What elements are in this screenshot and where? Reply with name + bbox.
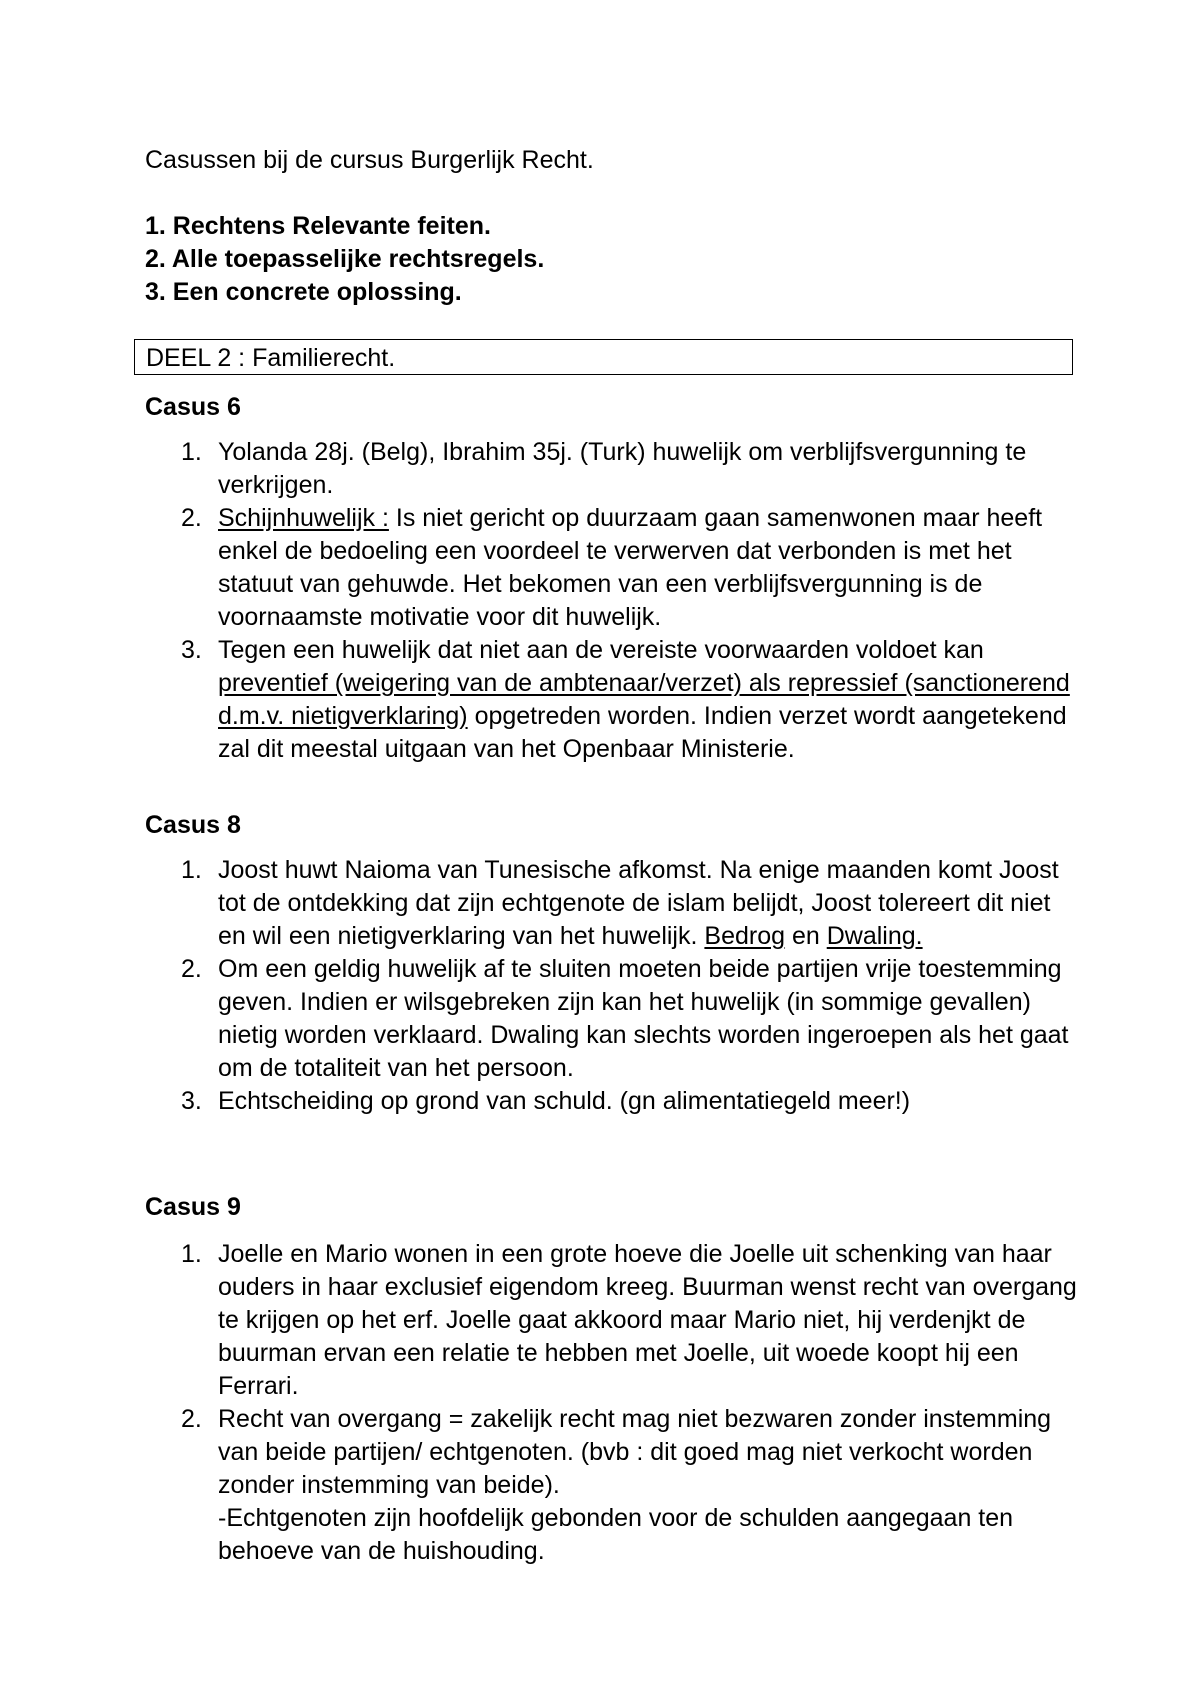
item-text: Joost huwt Naioma van Tunesische afkomst. Na enige maanden komt Joost tot de ontdekking dat zijn echtgenote de islam belijdt, Joost tolereert dit niet en wil een nietigverklaring van het huwelijk. (218, 856, 1059, 950)
item-number: 2. (181, 1405, 202, 1433)
underlined-text: preventief (weigering van de ambtenaar/verzet) als repressief (sanctionerend d.m.v. nietigverklaring) (218, 669, 1070, 730)
item-text: Joelle en Mario wonen in een grote hoeve die Joelle uit schenking van haar ouders in haar exclusief eigendom kreeg. Buurman wenst recht van overgang te krijgen op het erf. Joelle gaat akkoord maar Mario niet, hij verdenjkt de buurman ervan een relatie te hebben met Joelle, uit woede koopt hij een Ferrari. (218, 1240, 1077, 1400)
list-item (0, 1085, 1078, 1118)
casus-8-title: Casus 8 (145, 811, 241, 839)
item-text: Tegen een huwelijk dat niet aan de vereiste voorwaarden voldoet kan (218, 636, 984, 664)
underlined-term: Schijnhuwelijk : (218, 504, 389, 532)
list-item (0, 953, 1078, 1085)
underlined-term: Dwaling. (826, 922, 923, 950)
item-continuation: -Echtgenoten zijn hoofdelijk gebonden voor de schulden aangegaan ten behoeve van de huishouding. (218, 1504, 1014, 1565)
item-text: Yolanda 28j. (Belg), Ibrahim 35j. (Turk) huwelijk om verblijfsvergunning te verkrijgen. (218, 438, 1027, 499)
list-item (0, 436, 1078, 502)
item-number: 3. (181, 636, 202, 664)
item-text: Echtscheiding op grond van schuld. (gn alimentatiegeld meer!) (218, 1087, 911, 1115)
step-3: 3. Een concrete oplossing. (145, 278, 462, 306)
casus-8-list (0, 854, 1078, 1118)
document-intro: Casussen bij de cursus Burgerlijk Recht. (145, 146, 594, 174)
section-header-box: DEEL 2 : Familierecht. (134, 339, 1073, 375)
item-text: Recht van overgang = zakelijk recht mag niet bezwaren zonder instemming van beide partijen/ echtgenoten. (bvb : dit goed mag niet verkocht worden zonder instemming van beide). (218, 1405, 1052, 1499)
item-number: 1. (181, 856, 202, 884)
list-item (0, 634, 1078, 766)
list-item (0, 1238, 1078, 1403)
casus-9-title: Casus 9 (145, 1193, 241, 1221)
step-1: 1. Rechtens Relevante feiten. (145, 212, 491, 240)
item-number: 1. (181, 438, 202, 466)
item-number: 2. (181, 955, 202, 983)
solution-steps (145, 210, 544, 309)
list-item (0, 502, 1078, 634)
item-text: opgetreden worden. Indien verzet wordt aangetekend zal dit meestal uitgaan van het Openbaar Ministerie. (218, 702, 1067, 763)
casus-6-list (0, 436, 1078, 766)
item-number: 2. (181, 504, 202, 532)
item-text: Is niet gericht op duurzaam gaan samenwonen maar heeft enkel de bedoeling een voordeel te verwerven dat verbonden is met het statuut van gehuwde. Het bekomen van een verblijfsvergunning is de voornaamste motivatie voor dit huwelijk. (218, 504, 1043, 631)
item-text: en (785, 922, 827, 950)
casus-6-title: Casus 6 (145, 393, 241, 421)
item-text: Om een geldig huwelijk af te sluiten moeten beide partijen vrije toestemming geven. Indien er wilsgebreken zijn kan het huwelijk (in sommige gevallen) nietig worden verklaard. Dwaling kan slechts worden ingeroepen als het gaat om de totaliteit van het persoon. (218, 955, 1069, 1082)
item-number: 3. (181, 1087, 202, 1115)
item-number: 1. (181, 1240, 202, 1268)
casus-9-list (0, 1238, 1078, 1568)
list-item (0, 1403, 1078, 1568)
step-2: 2. Alle toepasselijke rechtsregels. (145, 245, 545, 273)
underlined-term: Bedrog (704, 922, 786, 950)
list-item (0, 854, 1078, 953)
